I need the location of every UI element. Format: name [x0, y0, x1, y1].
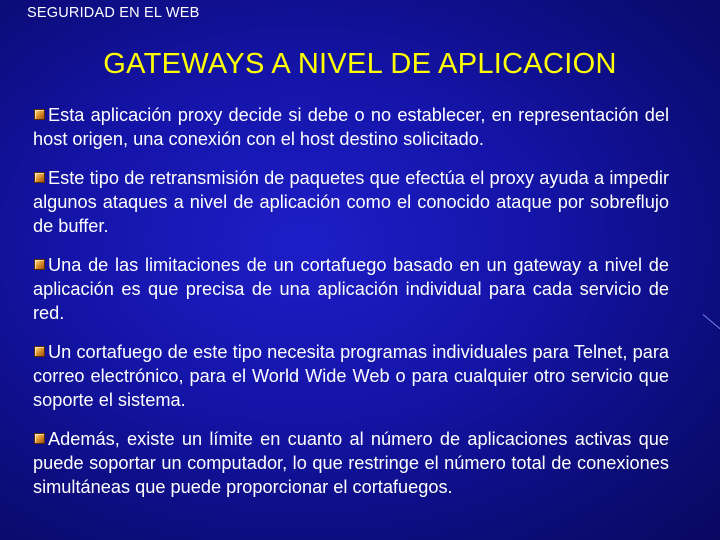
bullet-item [33, 427, 669, 499]
square-bullet-icon [34, 109, 45, 120]
bullet-item [33, 340, 669, 412]
bullet-text: Esta aplicación proxy decide si debe o no establecer, en representación del host origen, una conexión con el host destino solicitado. [33, 105, 669, 149]
bullet-text: Un cortafuego de este tipo necesita programas individuales para Telnet, para correo electrónico, para el World Wide Web o para cualquier otro servicio que soporte el sistema. [33, 342, 669, 410]
bullet-item [33, 103, 669, 151]
slide-header: SEGURIDAD EN EL WEB [27, 5, 200, 21]
bullet-item [33, 253, 669, 325]
bullet-item [33, 166, 669, 238]
decorative-line [703, 314, 720, 330]
bullet-text: Una de las limitaciones de un cortafuego basado en un gateway a nivel de aplicación es que precisa de una aplicación individual para cada servicio de red. [33, 255, 669, 323]
bullet-text: Este tipo de retransmisión de paquetes que efectúa el proxy ayuda a impedir algunos ataques a nivel de aplicación como el conocido ataque por sobreflujo de buffer. [33, 168, 669, 236]
square-bullet-icon [34, 259, 45, 270]
bullet-text: Además, existe un límite en cuanto al número de aplicaciones activas que puede soportar un computador, lo que restringe el número total de conexiones simultáneas que puede proporcionar el cortafuegos. [33, 429, 669, 497]
square-bullet-icon [34, 346, 45, 357]
bullet-list [33, 103, 669, 514]
square-bullet-icon [34, 433, 45, 444]
slide-title: GATEWAYS A NIVEL DE APLICACION [103, 48, 617, 80]
square-bullet-icon [34, 172, 45, 183]
